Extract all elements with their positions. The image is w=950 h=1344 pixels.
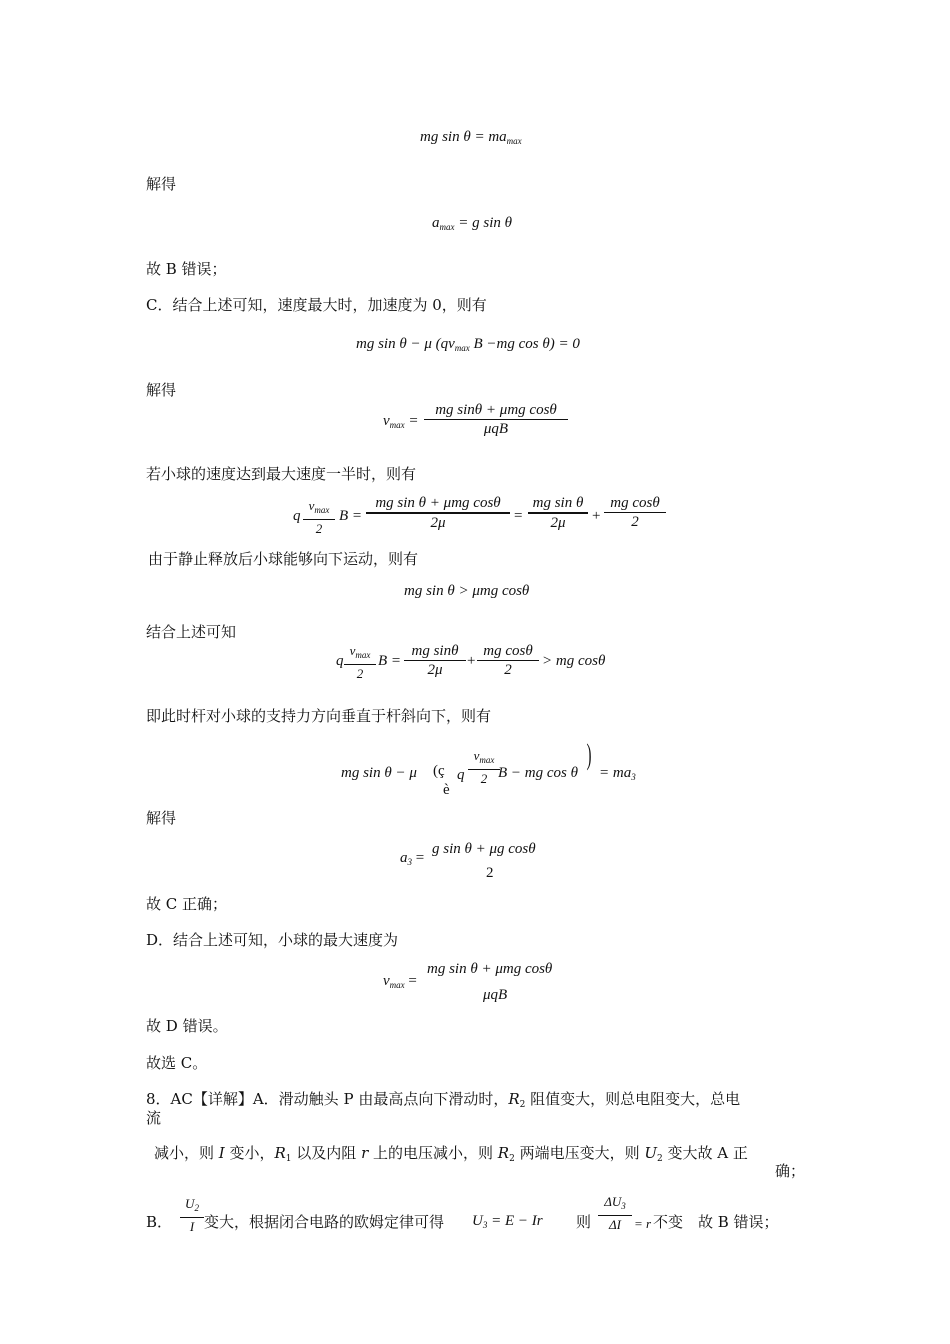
half-vmax-fraction: $v_{max}$ 2	[303, 497, 335, 538]
q8-option-b: B．	[146, 1213, 173, 1231]
field-b-equals: B =	[339, 508, 363, 524]
paren-bottom: è	[443, 782, 450, 798]
q8-line-3: 变大，根据闭合电路的欧姆定律可得	[204, 1213, 445, 1231]
charge-q: q	[457, 767, 465, 783]
left-paren: (ç	[433, 763, 445, 779]
delta-u3-over-delta-i: $\Delta U_3$ ΔI	[598, 1193, 632, 1234]
vmax-symbol: $v_{max}$ =	[383, 973, 417, 990]
ohm-law-equation: $U_3 = E - Ir$	[472, 1213, 543, 1230]
downward-motion-intro: 由于静止释放后小球能够向下运动，则有	[148, 550, 419, 568]
combine-label: 结合上述可知	[146, 623, 237, 641]
equation-a3-rhs: = $ma_3$	[599, 765, 636, 782]
vmax-fraction: mg sinθ + μmg cosθ μqB	[424, 401, 568, 438]
q8-line-1: 8．AC【详解】A．滑动触头 P 由最高点向下滑动时，$R_2$ 阻值变大，则总电阻变大，总电	[146, 1090, 741, 1110]
a3-denominator: 2	[486, 865, 494, 881]
solve-label: 解得	[146, 381, 177, 399]
vmax-denominator: μqB	[483, 987, 508, 1003]
half-vmax-fraction: $v_{max}$ 2	[468, 747, 500, 788]
solve-label: 解得	[146, 175, 177, 193]
fraction-sin-term: mg sinθ 2μ	[404, 642, 466, 679]
inequality-tail: > mg cosθ	[542, 653, 606, 669]
plus-sign: +	[467, 653, 476, 669]
plus-sign: +	[592, 508, 601, 524]
a3-numerator: g sin θ + μg cosθ	[432, 841, 536, 857]
charge-q: q	[293, 508, 301, 524]
final-choice: 故选 C。	[146, 1054, 208, 1072]
q8-then: 则	[576, 1213, 592, 1231]
field-b-equals: B =	[378, 653, 402, 669]
equation-amax: $a_{max} = g$ sin θ	[432, 215, 512, 232]
q8-line-2: 减小，则 I 变小，$R_1$ 以及内阻 r 上的电压减小，则 $R_2$ 两端电压变大，则 $U_2$ 变大故 A 正	[154, 1144, 748, 1164]
option-c-intro: C．结合上述可知，速度最大时，加速度为 0，则有	[146, 296, 487, 314]
conclusion-b-wrong: 故 B 错误；	[146, 260, 227, 278]
equation-a3-mid: B − mg cos θ	[498, 765, 578, 781]
q8-line-1-wrap: 流	[146, 1109, 162, 1127]
vmax-numerator: mg sin θ + μmg cosθ	[427, 961, 553, 977]
u2-over-i-fraction: $U_2$ I	[180, 1195, 204, 1236]
fraction-cos-term: mg cosθ 2	[604, 494, 666, 531]
equation-zero-acceleration: mg sin θ − μ ($qv_{max}$ B −mg cos θ) = 0	[356, 336, 580, 353]
equation-a3-lhs: mg sin θ − μ	[341, 765, 417, 781]
a3-symbol: $a_3$ =	[400, 850, 425, 867]
fraction-sin-term: mg sin θ 2μ	[528, 494, 588, 532]
q8-line-2-wrap: 确；	[775, 1162, 806, 1180]
equals-r: = r	[634, 1216, 652, 1231]
inequality-sin-cos: mg sin θ > μmg cosθ	[404, 583, 530, 599]
charge-q: q	[336, 653, 344, 669]
conclusion-d-wrong: 故 D 错误。	[146, 1017, 228, 1035]
right-paren: )	[586, 738, 592, 771]
q8-line-3-end: 不变 故 B 错误；	[653, 1213, 779, 1231]
option-d-intro: D．结合上述可知，小球的最大速度为	[146, 931, 399, 949]
support-force-intro: 即此时杆对小球的支持力方向垂直于杆斜向下，则有	[146, 707, 492, 725]
half-vmax-fraction: $v_{max}$ 2	[344, 642, 376, 683]
fraction-cos-term: mg cosθ 2	[477, 642, 539, 679]
equation-force-balance: mg $\sin \theta = ma_{max}$	[420, 129, 522, 146]
conclusion-c-right: 故 C 正确；	[146, 895, 228, 913]
equals-sign: =	[514, 508, 523, 524]
half-speed-intro: 若小球的速度达到最大速度一半时，则有	[146, 465, 417, 483]
fraction-total: mg sin θ + μmg cosθ 2μ	[366, 494, 510, 532]
vmax-symbol: $v_{max}$ =	[383, 413, 419, 430]
solve-label: 解得	[146, 809, 177, 827]
